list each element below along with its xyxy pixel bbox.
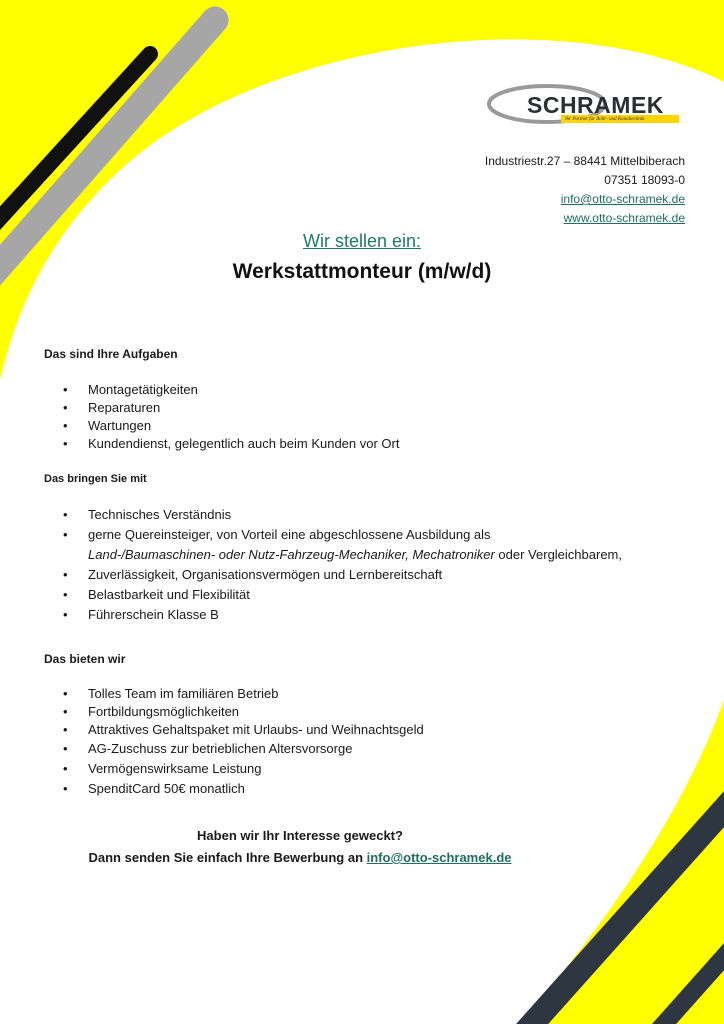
bullet-icon: •: [63, 704, 68, 719]
angebot-list: [44, 685, 424, 799]
list-item: [44, 605, 622, 625]
bullet-icon: •: [63, 382, 68, 397]
closing-text: Dann senden Sie einfach Ihre Bewerbung an: [88, 850, 367, 865]
list-item-text: gerne Quereinsteiger, von Vorteil eine abgeschlossene Ausbildung als: [88, 527, 491, 542]
list-item-text: Belastbarkeit und Flexibilität: [88, 587, 250, 602]
list-item: [44, 721, 424, 739]
list-item-text: Vermögenswirksame Leistung: [88, 761, 262, 776]
bullet-icon: •: [63, 607, 68, 622]
bullet-icon: •: [63, 587, 68, 602]
contact-website-link[interactable]: www.otto-schramek.de: [563, 211, 685, 225]
list-item: [44, 759, 424, 779]
section-heading-aufgaben: Das sind Ihre Aufgaben: [44, 347, 178, 361]
contact-phone: 07351 18093-0: [604, 173, 685, 187]
list-item: [44, 525, 622, 545]
closing-email-link[interactable]: info@otto-schramek.de: [366, 850, 512, 865]
section-heading-angebot: Das bieten wir: [44, 652, 126, 666]
list-item-continuation: [44, 545, 622, 565]
closing-call-to-action: [0, 847, 600, 869]
list-item-text: Tolles Team im familiären Betrieb: [88, 686, 279, 701]
list-item: [44, 505, 622, 525]
bullet-icon: •: [63, 761, 68, 776]
qualification-rest: oder Vergleichbarem,: [494, 547, 622, 562]
bullet-icon: •: [63, 507, 68, 522]
bullet-icon: •: [63, 741, 68, 756]
list-item: [44, 399, 399, 417]
bullet-icon: •: [63, 436, 68, 451]
contact-email-link[interactable]: info@otto-schramek.de: [560, 192, 685, 206]
list-item: [44, 703, 424, 721]
bullet-icon: •: [63, 722, 68, 737]
bullet-icon: •: [63, 781, 68, 796]
contact-block: [485, 152, 685, 228]
list-item-text: Zuverlässigkeit, Organisationsvermögen und Lernbereitschaft: [88, 567, 443, 582]
page-title: Werkstattmonteur (m/w/d): [232, 260, 492, 283]
closing-block: [0, 825, 600, 869]
list-item-text: Attraktives Gehaltspaket mit Urlaubs- und Weihnachtsgeld: [88, 722, 424, 737]
section-heading-anforderungen: Das bringen Sie mit: [44, 473, 147, 485]
company-logo: [487, 82, 683, 128]
list-item: [44, 381, 399, 399]
qualification-italic: Land-/Baumaschinen- oder Nutz-Fahrzeug-Mechaniker, Mechatroniker: [88, 547, 495, 562]
list-item-text: SpenditCard 50€ monatlich: [88, 781, 245, 796]
bullet-icon: •: [63, 686, 68, 701]
list-item-text: Kundendienst, gelegentlich auch beim Kunden vor Ort: [88, 436, 400, 451]
list-item: [44, 435, 399, 453]
logo-wordmark: SCHRAMEK: [527, 92, 664, 118]
aufgaben-list: [44, 381, 399, 453]
list-item: [44, 585, 622, 605]
list-item: [44, 417, 399, 435]
list-item-text: Reparaturen: [88, 400, 161, 415]
list-item-text: AG-Zuschuss zur betrieblichen Altersvorsorge: [88, 741, 353, 756]
bullet-icon: •: [63, 527, 68, 542]
list-item-text: Wartungen: [88, 418, 152, 433]
list-item: [44, 739, 424, 759]
list-item-text: Montagetätigkeiten: [88, 382, 198, 397]
list-item: [44, 565, 622, 585]
closing-question: Haben wir Ihr Interesse geweckt?: [197, 828, 403, 843]
bullet-icon: •: [63, 418, 68, 433]
bullet-icon: •: [63, 400, 68, 415]
contact-address: Industriestr.27 – 88441 Mittelbiberach: [484, 154, 685, 168]
list-item-text: Technisches Verständnis: [88, 507, 232, 522]
bullet-icon: •: [63, 567, 68, 582]
list-item-text: Fortbildungsmöglichkeiten: [88, 704, 240, 719]
logo-tagline: Ihr Partner für Rohr- und Kanaltechnik: [565, 117, 645, 122]
list-item: [44, 779, 424, 799]
list-item: [44, 685, 424, 703]
anforderungen-list: [44, 505, 622, 625]
list-item-text: Führerschein Klasse B: [88, 607, 219, 622]
page-subtitle: Wir stellen ein:: [302, 231, 422, 251]
